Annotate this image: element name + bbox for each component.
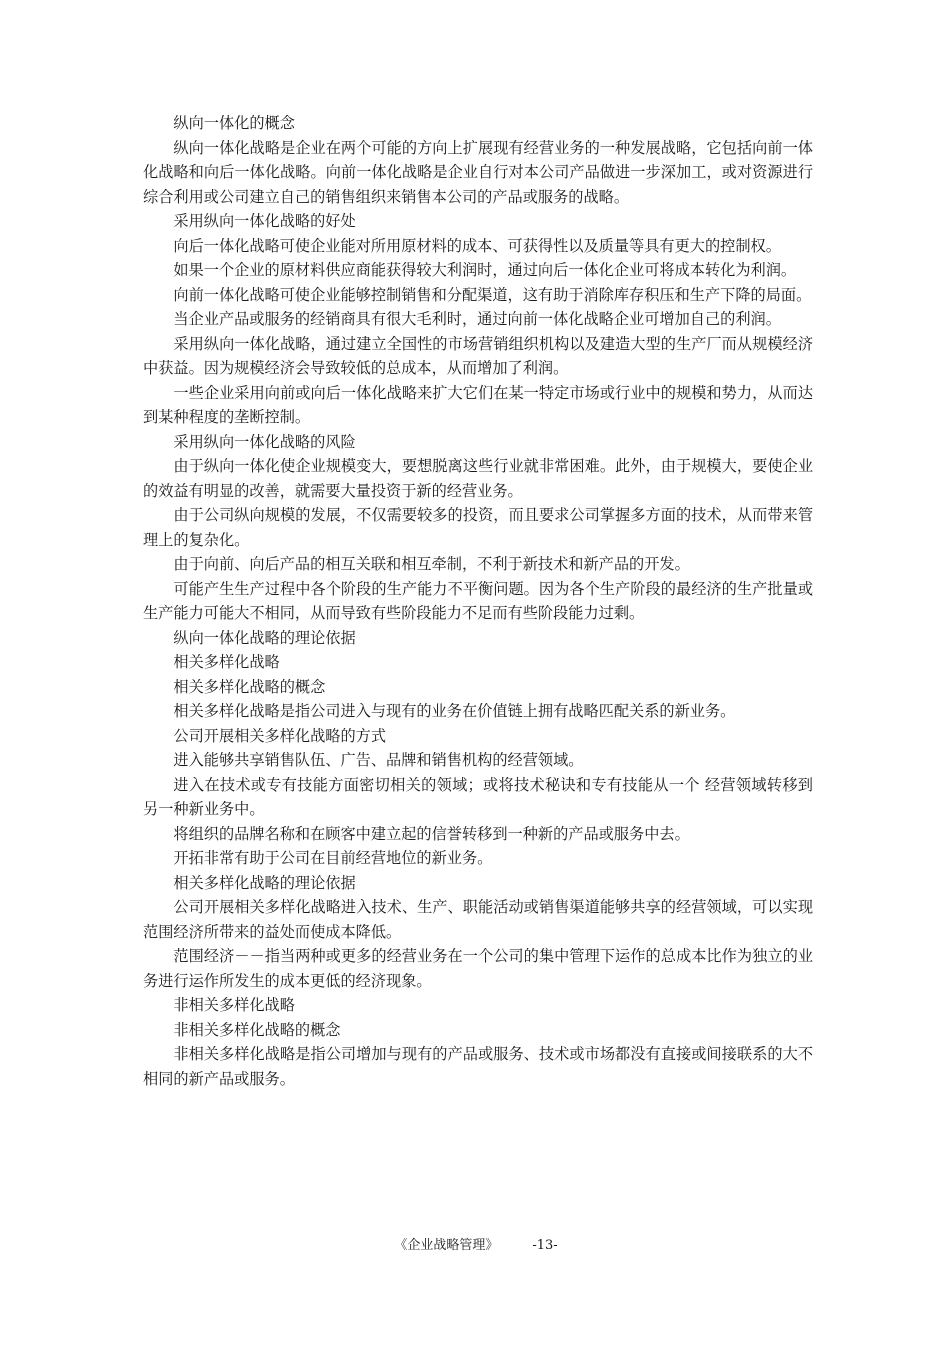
paragraph: 一些企业采用向前或向后一体化战略来扩大它们在某一特定市场或行业中的规模和势力，从而达到某种程度的垄断控制。 [143,383,813,426]
paragraph: 非相关多样化战略 [173,996,295,1014]
paragraph: 公司开展相关多样化战略的方式 [173,726,387,745]
paragraph: 非相关多样化战略是指公司增加与现有的产品或服务、技术或市场都没有直接或间接联系的大不相同的新产品或服务。 [143,1045,813,1088]
paragraph: 相关多样化战略的理论依据 [173,873,356,892]
paragraph: 采用纵向一体化战略的好处 [173,212,356,230]
book-title: 《企业战略管理》 [394,1238,499,1253]
paragraph: 进入能够共享销售队伍、广告、品牌和销售机构的经营领域。 [173,751,584,769]
paragraph: 公司开展相关多样化战略进入技术、生产、职能活动或销售渠道能够共享的经营领域，可以实现范围经济所带来的益处而使成本降低。 [143,898,813,941]
paragraph: 由于向前、向后产品的相互关联和相互牵制，不利于新技术和新产品的开发。 [173,555,690,573]
paragraph: 纵向一体化的概念 [173,114,295,132]
page-number: -13- [532,1238,558,1253]
paragraph: 纵向一体化战略的理论依据 [173,628,356,647]
paragraph: 范围经济－－指当两种或更多的经营业务在一个公司的集中管理下运作的总成本比作为独立的业务进行运作所发生的成本更低的经济现象。 [143,947,813,990]
paragraph: 由于纵向一体化使企业规模变大，要想脱离这些行业就非常困难。此外，由于规模大，要使企业的效益有明显的改善，就需要大量投资于新的经营业务。 [143,457,813,500]
document-body [143,111,813,1091]
paragraph: 相关多样化战略的概念 [173,677,326,696]
paragraph: 可能产生生产过程中各个阶段的生产能力不平衡问题。因为各个生产阶段的最经济的生产批量或生产能力可能大不相同，从而导致有些阶段能力不足而有些阶段能力过剩。 [143,579,813,622]
paragraph: 非相关多样化战略的概念 [173,1020,341,1039]
page-footer [0,1234,952,1253]
paragraph: 如果一个企业的原材料供应商能获得较大利润时，通过向后一体化企业可将成本转化为利润。 [173,261,797,279]
paragraph: 采用纵向一体化战略的风险 [173,432,356,451]
paragraph: 向后一体化战略可使企业能对所用原材料的成本、可获得性以及质量等具有更大的控制权。 [173,236,781,255]
paragraph: 进入在技术或专有技能方面密切相关的领域；或将技术秘诀和专有技能从一个 经营领域转移到另一种新业务中。 [143,775,813,818]
paragraph: 当企业产品或服务的经销商具有很大毛利时，通过向前一体化战略企业可增加自己的利润。 [173,310,781,328]
paragraph: 相关多样化战略 [173,653,280,671]
paragraph: 采用纵向一体化战略，通过建立全国性的市场营销组织机构以及建造大型的生产厂而从规模经济中获益。因为规模经济会导致较低的总成本，从而增加了利润。 [143,334,813,377]
paragraph: 开拓非常有助于公司在目前经营地位的新业务。 [173,849,493,867]
paragraph: 将组织的品牌名称和在顾客中建立起的信誉转移到一种新的产品或服务中去。 [173,824,690,843]
paragraph: 由于公司纵向规模的发展，不仅需要较多的投资，而且要求公司掌握多方面的技术，从而带来管理上的复杂化。 [143,506,813,549]
paragraph: 相关多样化战略是指公司进入与现有的业务在价值链上拥有战略匹配关系的新业务。 [173,702,736,720]
paragraph: 纵向一体化战略是企业在两个可能的方向上扩展现有经营业务的一种发展战略，它包括向前一体化战略和向后一体化战略。向前一体化战略是企业自行对本公司产品做进一步深加工，或对资源进行综合利用或公司建立自己的销售组织来销售本公司的产品或服务的战略。 [143,138,813,206]
paragraph: 向前一体化战略可使企业能够控制销售和分配渠道，这有助于消除库存积压和生产下降的局面。 [173,285,812,304]
